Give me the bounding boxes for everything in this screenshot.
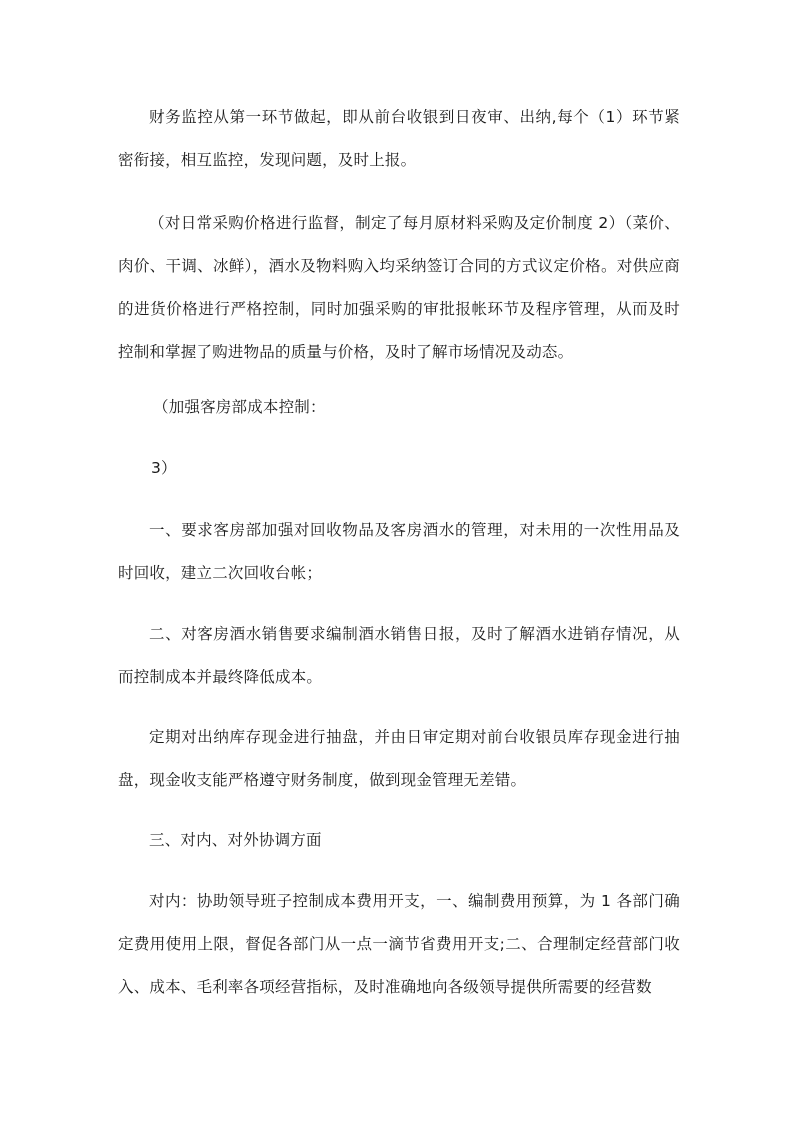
paragraph-procurement-price-control: （对日常采购价格进行监督，制定了每月原材料采购及定价制度 2）（菜价、肉价、干调、冰鲜），酒水及物料购入均采纳签订合同的方式议定价格。对供应商的进货价格进行严格控制，同时加强采购的审批报帐环节及程序管理，从而及时控制和掌握了购进物品的质量与价格，及时了解市场情况及动态。 [118, 214, 680, 361]
paragraph-cash-audit: 定期对出纳库存现金进行抽盘，并由日审定期对前台收银员库存现金进行抽盘，现金收支能严格遵守财务制度，做到现金管理无差错。 [118, 728, 680, 789]
paragraph-item-number: 3） [151, 459, 177, 477]
paragraph-room-cost-control-heading: （加强客房部成本控制： [153, 398, 326, 416]
paragraph-item-two: 二、对客房酒水销售要求编制酒水销售日报，及时了解酒水进销存情况，从而控制成本并最终降低成本。 [118, 625, 680, 686]
section-heading-coordination: 三、对内、对外协调方面 [149, 831, 322, 849]
paragraph-internal-coordination: 对内：协助领导班子控制成本费用开支，一、编制费用预算，为 1 各部门确定费用使用上限，督促各部门从一点一滴节省费用开支;二、合理制定经营部门收入、成本、毛利率各项经营指标，及时准确地向各级领导提供所需要的经营数 [118, 892, 680, 996]
paragraph-financial-monitoring: 财务监控从第一环节做起，即从前台收银到日夜审、出纳,每个（1）环节紧密衔接，相互监控，发现问题，及时上报。 [118, 108, 680, 169]
paragraph-item-one: 一、要求客房部加强对回收物品及客房酒水的管理，对未用的一次性用品及时回收，建立二次回收台帐； [118, 521, 680, 582]
